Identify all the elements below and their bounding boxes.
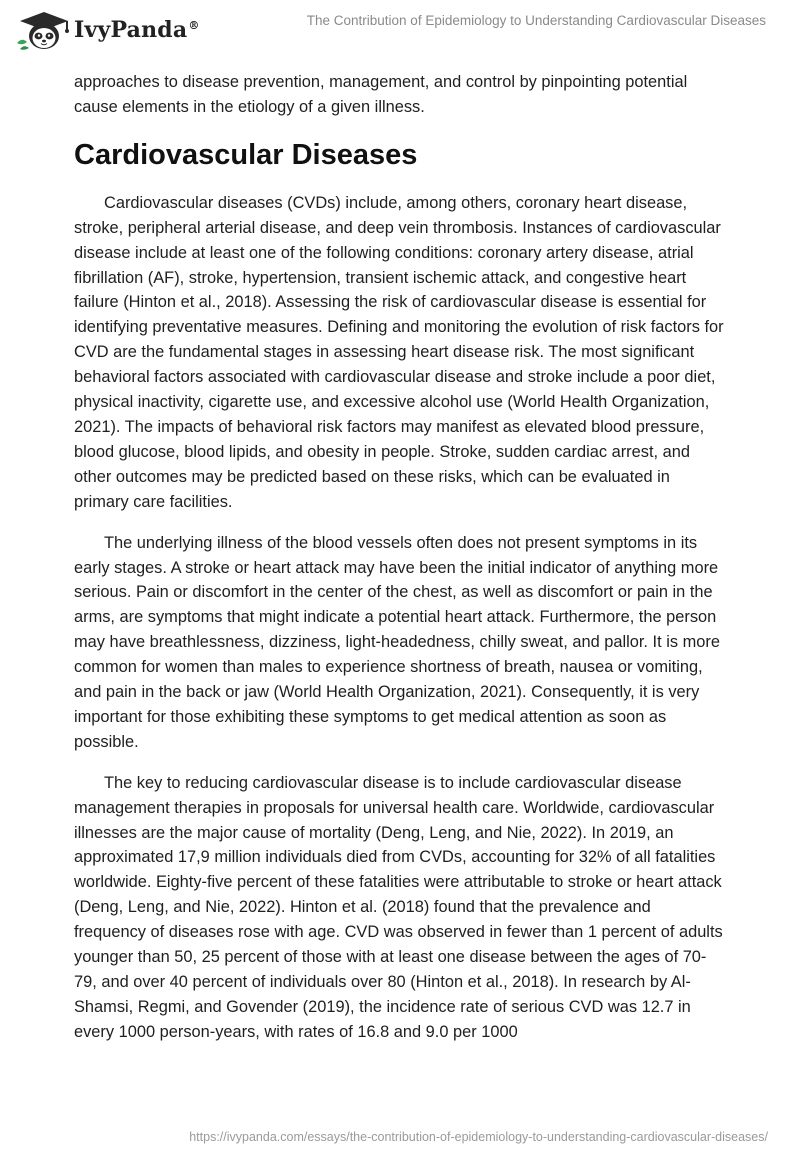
section-heading: Cardiovascular Diseases	[74, 138, 418, 171]
body-paragraph: The key to reducing cardiovascular disease is to include cardiovascular disease management therapies in proposals for universal health care. Worldwide, cardiovascular illnesses are the major cause of mortality (Deng, Leng, and Nie, 2022). In 2019, an approximated 17,9 million individuals died from CVDs, accounting for 32% of all fatalities worldwide. Eighty-five percent of these fatalities were attributable to stroke or heart attack (Deng, Leng, and Nie, 2022). Hinton et al. (2018) found that the prevalence and frequency of diseases rose with age. CVD was observed in fewer than 1 percent of adults younger than 50, 25 percent of those with at least one disease between the ages of 70-79, and over 40 percent of individuals over 80 (Hinton et al., 2018). In research by Al-Shamsi, Regmi, and Govender (2019), the incidence rate of serious CVD was 12.7 in every 1000 person-years, with rates of 16.8 and 9.0 per 1000	[74, 773, 723, 1041]
logo-wordmark	[74, 17, 200, 43]
panda-logo-icon	[14, 9, 70, 51]
body-paragraph: Cardiovascular diseases (CVDs) include, among others, coronary heart disease, stroke, peripheral arterial disease, and deep vein thrombosis. Instances of cardiovascular disease include at least one of the following conditions: coronary artery disease, atrial fibrillation (AF), stroke, hypertension, transient ischemic attack, and congestive heart failure (Hinton et al., 2018). Assessing the risk of cardiovascular disease is essential for identifying preventative measures. Defining and monitoring the evolution of risk factors for CVD are the fundamental stages in assessing heart disease risk. The most significant behavioral factors associated with cardiovascular disease and stroke include a poor diet, physical inactivity, cigarette use, and excessive alcohol use (World Health Organization, 2021). The impacts of behavioral risk factors may manifest as elevated blood pressure, blood glucose, blood lipids, and obesity in people. Stroke, sudden cardiac arrest, and other outcomes may be predicted based on these risks, which can be evaluated in primary care facilities.	[74, 193, 724, 511]
essay-content	[74, 70, 726, 1061]
intro-paragraph: approaches to disease prevention, management, and control by pinpointing potential cause elements in the etiology of a given illness.	[74, 73, 688, 116]
logo-text: IvyPanda	[74, 17, 188, 43]
document-title: The Contribution of Epidemiology to Understanding Cardiovascular Diseases	[306, 13, 766, 28]
body-paragraph: The underlying illness of the blood vessels often does not present symptoms in its early stages. A stroke or heart attack may have been the initial indicator of anything more serious. Pain or discomfort in the center of the chest, as well as discomfort or pain in the arms, are symptoms that might indicate a potential heart attack. Furthermore, the person may have breathlessness, dizziness, light-headedness, chilly sweat, and pallor. It is more common for women than males to experience shortness of breath, nausea or vomiting, and pain in the back or jaw (World Health Organization, 2021). Consequently, it is very important for those exhibiting these symptoms to get medical attention as soon as possible.	[74, 533, 720, 751]
page-header	[0, 0, 800, 60]
registered-mark: ®	[188, 18, 200, 32]
ivypanda-logo[interactable]	[14, 9, 200, 51]
footer-source-url[interactable]: https://ivypanda.com/essays/the-contribution-of-epidemiology-to-understanding-cardiovascular-diseases/	[189, 1130, 768, 1144]
